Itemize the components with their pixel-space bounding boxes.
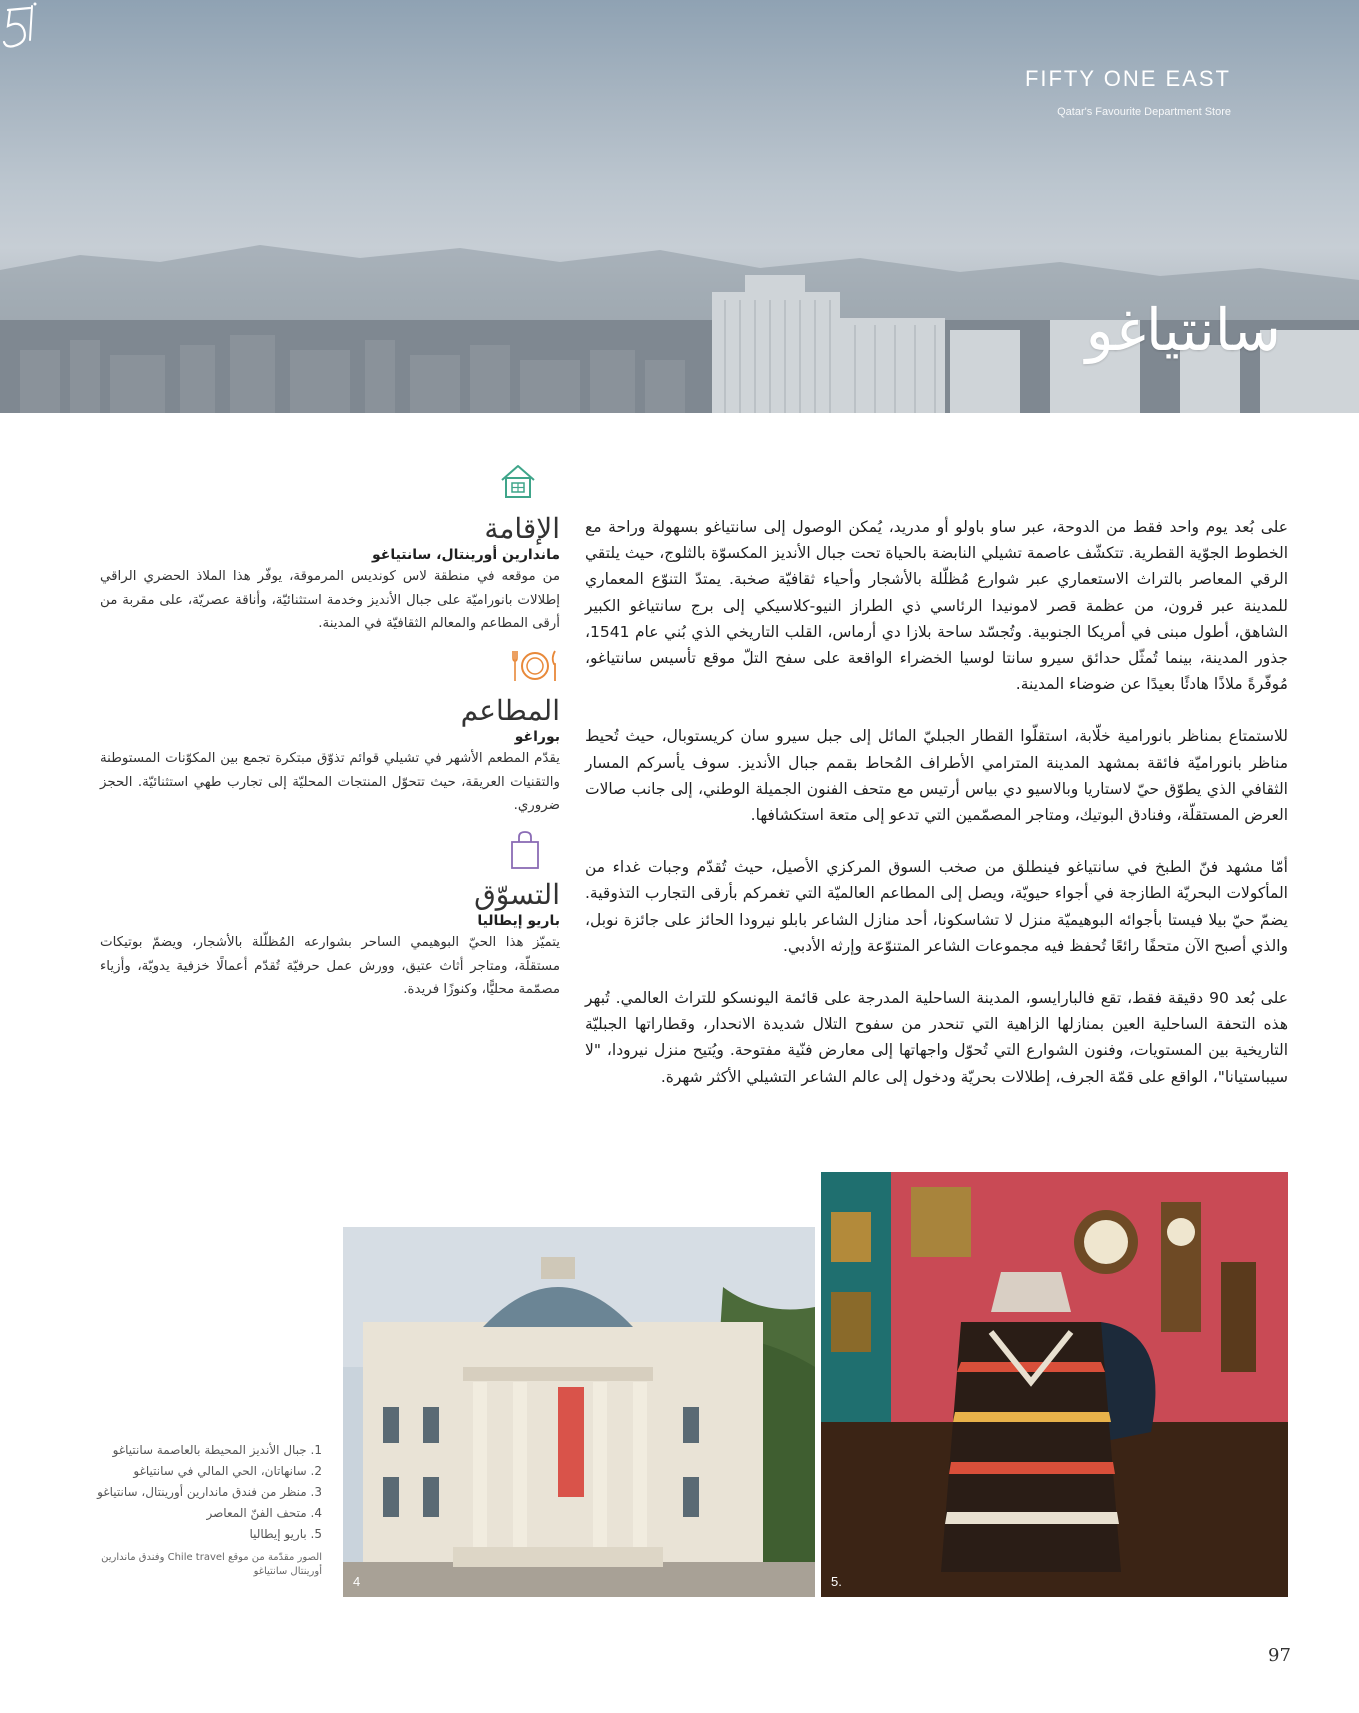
article-body bbox=[585, 514, 1288, 1116]
museum-illustration bbox=[343, 1227, 815, 1597]
photo-barrio-italia-shop bbox=[821, 1172, 1288, 1597]
photo-number-label: 4 bbox=[353, 1574, 361, 1589]
sidebar-stay bbox=[100, 462, 560, 636]
article-paragraph: على بُعد يوم واحد فقط من الدوحة، عبر ساو باولو أو مدريد، يُمكن الوصول إلى سانتياغو بسهولة وراحة مع الخطوط الجوّية القطرية. تتكشّف عاصمة تشيلي النابضة بالحياة تحت جبال الأنديز المكسوّة بالثلوج، حيث يلتقي الرقي المعاصر بالتراث الاستعماري عبر شوارع مُظلّلة بالأشجار وأحياء ثقافيّة صخبة. يمتدّ التنوّع المعماري للمدينة عبر قرون، من عظمة قصر لامونيدا الرئاسي ذي الطراز النيو-كلاسيكي إلى برج سانتياغو الكبير الشاهق، أطول مبنى في أمريكا الجنوبية. وتُجسّد ساحة بلازا دي أرماس، القلب التاريخي الذي بُني عام 1541، جذور المدينة، بينما تُمثّل حدائق سيرو سانتا لوسيا الخضراء الواقعة على سفح التلّ موقع تأسيس سانتياغو، مُوفّرةً ملاذًا هادئًا بعيدًا عن ضوضاء المدينة. bbox=[585, 518, 1288, 694]
brand-tagline: Qatar's Favourite Department Store bbox=[1057, 106, 1231, 118]
fifty-one-logo-icon bbox=[0, 0, 40, 60]
plate-cutlery-icon bbox=[510, 648, 560, 684]
shopping-text: يتميّز هذا الحيّ البوهيمي الساحر بشوارعه المُظلّلة بالأشجار، ويضمّ بوتيكات مستقلّة، ومتاجر أثاث عتيق، وورش عمل حرفيّة تُقدّم أعمالًا خزفية يدويّة، وأزياء مصمّمة محليًّا، وكنوزًا فريدة. bbox=[100, 935, 560, 997]
dining-subtitle: بوراغو bbox=[514, 729, 560, 745]
article-paragraph: للاستمتاع بمناظر بانورامية خلّابة، استقلّوا القطار الجبليّ المائل إلى جبل سيرو سان كريستوبال، حيث تُحيط مناظر بانوراميّة فائقة بمشهد المدينة المترامي الأطراف المُحاط بقمم جبال الأنديز. سوف يأسركم المسار الثقافي الذي يطوّق حيّ لاستاريا وبالاسيو دي بياس أرتيس مع متحف الفنون الجميلة الوطني، إلى جانب صالات العرض المستقلّة، وفنادق البوتيك، ومتاجر المصمّمين التي تدعو إلى متعة استكشافها. bbox=[585, 727, 1288, 825]
article-paragraph: على بُعد 90 دقيقة فقط، تقع فالبارايسو، المدينة الساحلية المدرجة على قائمة اليونسكو للتراث العالمي. تُبهر هذه التحفة الساحلية العين بمنازلها الزاهية التي تنحدر من سفوح التلال شديدة الانحدار، وقطاراتها الجبليّة التاريخية بين المستويات، وفنون الشوارع التي تُحوّل واجهاتها إلى معارض فنّية مفتوحة. ويُتيح منزل نيرودا، "لا سيباستيانا"، الواقع على قمّة الجرف، إطلالات بحريّة ودخول إلى عالم الشاعر التشيلي الأكثر شهرة. bbox=[585, 989, 1288, 1086]
brand-name: FIFTY ONE EAST bbox=[1024, 66, 1231, 91]
stay-title: الإقامة bbox=[484, 512, 560, 545]
photo-museum-contemporary-art bbox=[343, 1227, 815, 1597]
shopping-subtitle: باريو إيطاليا bbox=[477, 913, 560, 929]
dining-title: المطاعم bbox=[460, 694, 560, 727]
hero-photo-santiago-skyline bbox=[0, 0, 1359, 413]
shopping-bag-icon bbox=[508, 830, 542, 870]
shop-illustration bbox=[821, 1172, 1288, 1597]
caption-item: 1. جبال الأنديز المحيطة بالعاصمة سانتياغو bbox=[112, 1443, 322, 1457]
photo-number-label: 5. bbox=[831, 1574, 842, 1589]
caption-item: 2. سانهاتان، الحي المالي في سانتياغو bbox=[133, 1464, 322, 1478]
article-paragraph: أمّا مشهد فنّ الطبخ في سانتياغو فينطلق من صخب السوق المركزي الأصيل، حيث تُقدّم وجبات غداء من المأكولات البحريّة الطازجة في أجواء حيويّة، ويصل إلى المطاعم العالميّة التي تغمركم بأرقى التجارب التذوقية. يضمّ حيّ بيلا فيستا بأجوائه البوهيميّة منزل لا تشاسكونا، أحد منازل الشاعر بابلو نيرودا الحائز على جائزة نوبل، والذي أصبح الآن متحفًا رائعًا تُحفظ فيه مجموعات الشاعر المتنوّعة وإرثه الأدبي. bbox=[585, 858, 1288, 955]
caption-item: 3. منظر من فندق ماندارين أورينتال، سانتياغو bbox=[97, 1485, 322, 1499]
photo-credit: الصور مقدّمة من موقع Chile travel وفندق ماندارين أورينتال سانتياغو bbox=[101, 1552, 322, 1577]
shopping-title: التسوّق bbox=[474, 878, 560, 911]
page-number: 97 bbox=[1268, 1645, 1291, 1666]
sidebar-shopping bbox=[100, 830, 560, 1002]
city-title: سانتياغو bbox=[1085, 296, 1281, 364]
sidebar-dining bbox=[100, 648, 560, 818]
caption-item: 5. باريو إيطاليا bbox=[249, 1527, 322, 1541]
photo-captions bbox=[90, 1440, 322, 1589]
stay-subtitle: ماندارين أورينتال، سانتياغو bbox=[371, 547, 560, 563]
stay-text: من موقعه في منطقة لاس كونديس المرموقة، يوفّر هذا الملاذ الحضري الراقي إطلالات بانوراميّة على جبال الأنديز وخدمة استثنائيّة، وأناقة عصريّة، على مقربة من أرقى المطاعم والمعالم الثقافيّة في المدينة. bbox=[100, 569, 560, 631]
dining-text: يقدّم المطعم الأشهر في تشيلي قوائم تذوّق مبتكرة تجمع بين المكوّنات المستوطنة والتقنيات العريقة، حيث تتحوّل المنتجات المحليّة إلى تجارب طهي استثنائيّة. الحجز ضروري. bbox=[100, 751, 560, 813]
house-icon bbox=[498, 462, 538, 500]
brand-block bbox=[1025, 66, 1231, 118]
caption-item: 4. متحف الفنّ المعاصر bbox=[206, 1506, 322, 1520]
